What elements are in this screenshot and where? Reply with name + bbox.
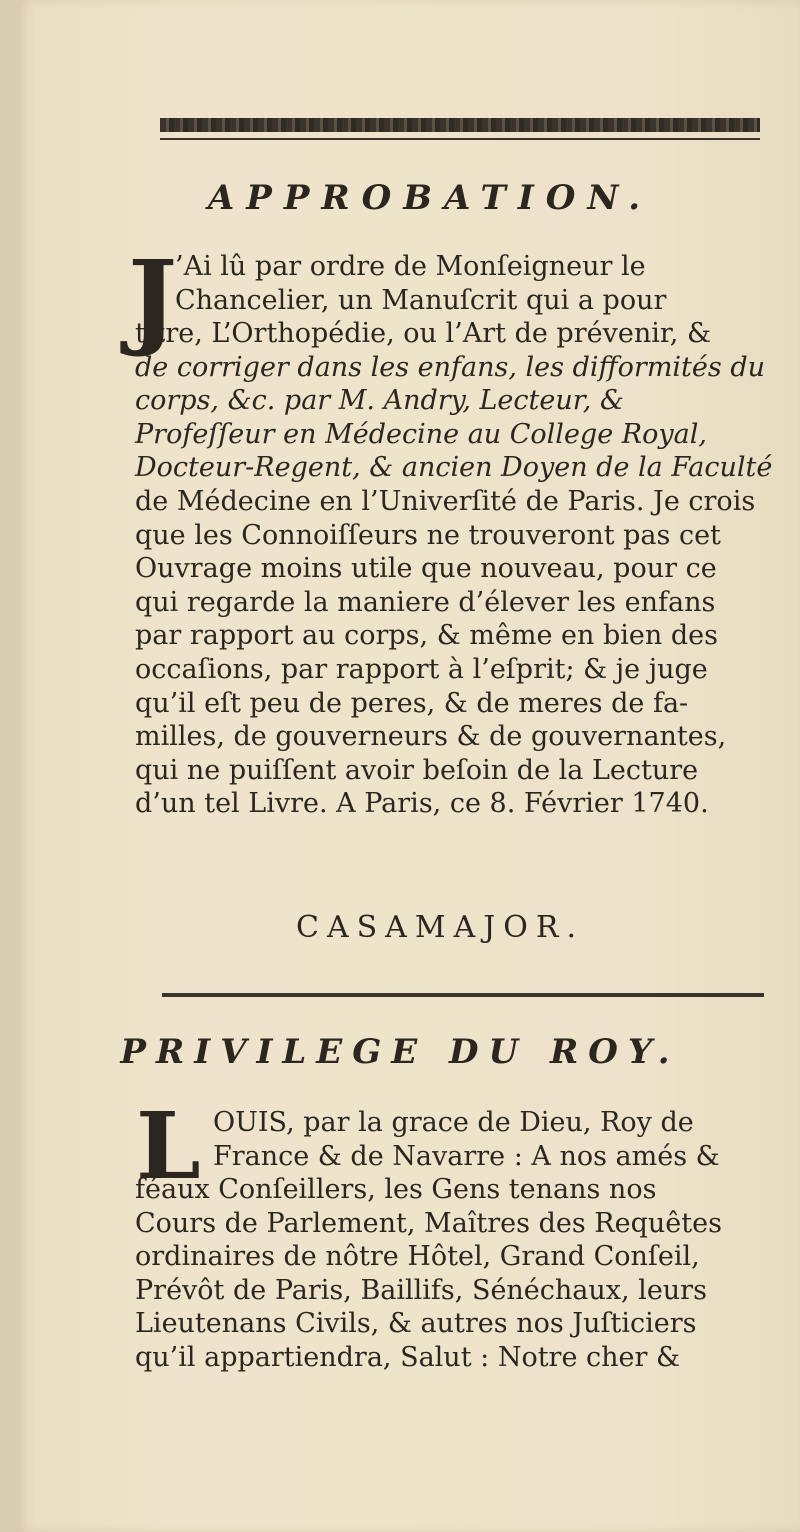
privilege-line: ordinaires de nôtre Hôtel, Grand Conſeil, [135,1241,700,1273]
approbation-line: d’un tel Livre. A Paris, ce 8. Février 1740. [135,788,709,820]
approbation-line: qui ne puiſſent avoir beſoin de la Lecture [135,754,699,786]
approbation-line: par rapport au corps, & même en bien des [135,620,718,652]
approbation-signature: CASAMAJOR. [296,910,584,945]
approbation-drop-cap: J [128,237,178,360]
ornamental-band [160,118,760,132]
approbation-line: Docteur-Regent, & ancien Doyen de la Faculté [135,452,773,484]
approbation-heading: APPROBATION. [207,178,653,218]
privilege-line: France & de Navarre : A nos amés & [213,1140,720,1172]
approbation-line: occaſions, par rapport à l’eſprit; & je juge [135,653,708,685]
approbation-line: Ouvrage moins utile que nouveau, pour ce [135,553,717,585]
privilege-line: qu’il appartiendra, Salut : Notre cher & [135,1341,681,1373]
approbation-line: que les Connoiſſeurs ne trouveront pas cet [135,519,721,551]
privilege-head-lines [213,1106,770,1173]
privilege-heading: PRIVILEGE DU ROY. [120,1032,680,1072]
section-divider [162,993,764,997]
approbation-line: de Médecine en l’Univerſité de Paris. Je crois [135,485,756,517]
approbation-line: corps, &c. par M. Andry, Lecteur, & [135,385,624,417]
privilege-line: Prévôt de Paris, Baillifs, Sénéchaux, leurs [135,1274,707,1306]
approbation-line: Chancelier, un Manuſcrit qui a pour [175,284,667,316]
approbation-line: qui regarde la maniere d’élever les enfans [135,586,716,618]
approbation-body [135,317,773,821]
approbation-line: titre, L’Orthopédie, ou l’Art de prévenir, & [135,318,711,349]
privilege-line: Cours de Parlement, Maîtres des Requêtes [135,1207,722,1239]
approbation-line: Profeſſeur en Médecine au College Royal, [135,418,707,450]
approbation-line: qu’il eſt peu de peres, & de meres de fa- [135,687,689,719]
approbation-line: milles, de gouverneurs & de gouvernantes, [135,721,727,753]
approbation-head-lines [175,250,770,317]
approbation-line: ’Ai lû par ordre de Monſeigneur le [175,251,646,282]
approbation-line: de corriger dans les enfans, les difformités du [135,351,765,383]
privilege-line: féaux Conſeillers, les Gens tenans nos [135,1174,657,1205]
privilege-line: OUIS, par la grace de Dieu, Roy de [213,1107,694,1138]
privilege-body [135,1173,770,1375]
privilege-line: Lieutenans Civils, & autres nos Juſticiers [135,1308,697,1340]
privilege-drop-cap: L [136,1092,201,1200]
header-rule [160,138,760,140]
